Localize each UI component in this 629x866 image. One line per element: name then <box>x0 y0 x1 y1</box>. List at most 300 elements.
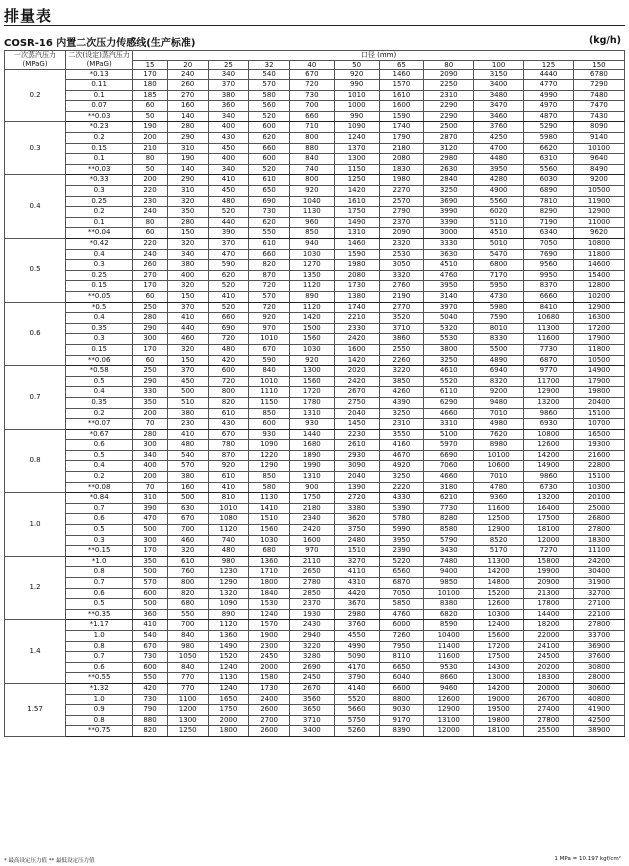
capacity-value-cell: 350 <box>133 556 168 567</box>
capacity-value-cell: 4610 <box>424 366 474 377</box>
capacity-value-cell: 2700 <box>249 715 290 726</box>
secondary-pressure-cell: 0.3 <box>66 260 133 271</box>
capacity-value-cell: 2760 <box>379 281 424 292</box>
capacity-value-cell: 410 <box>167 313 208 324</box>
capacity-value-cell: 4420 <box>334 588 379 599</box>
capacity-value-cell: 1100 <box>167 694 208 705</box>
table-row <box>5 525 625 536</box>
capacity-value-cell: 27800 <box>573 525 624 536</box>
capacity-value-cell: 10600 <box>474 461 524 472</box>
table-row <box>5 652 625 663</box>
capacity-value-cell: 12900 <box>573 207 624 218</box>
capacity-value-cell: 2180 <box>289 503 334 514</box>
capacity-value-cell: 8290 <box>524 207 574 218</box>
capacity-value-cell: 4310 <box>334 578 379 589</box>
capacity-value-cell: 7190 <box>524 217 574 228</box>
capacity-value-cell: 340 <box>208 69 249 80</box>
capacity-value-cell: 10500 <box>573 186 624 197</box>
capacity-value-cell: 310 <box>167 186 208 197</box>
secondary-pressure-cell: **0.35 <box>66 609 133 620</box>
secondary-pressure-cell: **0.05 <box>66 291 133 302</box>
capacity-value-cell: 630 <box>167 503 208 514</box>
capacity-value-cell: 32700 <box>573 588 624 599</box>
capacity-value-cell: 1240 <box>334 133 379 144</box>
capacity-value-cell: 3950 <box>424 281 474 292</box>
capacity-value-cell: 5530 <box>424 334 474 345</box>
capacity-value-cell: 8590 <box>424 620 474 631</box>
capacity-value-cell: 7810 <box>524 196 574 207</box>
capacity-value-cell: 19000 <box>474 694 524 705</box>
capacity-value-cell: 3180 <box>424 482 474 493</box>
capacity-value-cell: 7690 <box>524 249 574 260</box>
capacity-value-cell: 380 <box>208 90 249 101</box>
capacity-value-cell: 3140 <box>424 291 474 302</box>
capacity-value-cell: 1420 <box>289 313 334 324</box>
capacity-value-cell: 4760 <box>424 270 474 281</box>
capacity-value-cell: 1120 <box>289 302 334 313</box>
secondary-pressure-cell: 0.8 <box>66 715 133 726</box>
capacity-value-cell: 5520 <box>334 694 379 705</box>
capacity-value-cell: 2530 <box>379 249 424 260</box>
capacity-value-cell: 380 <box>167 408 208 419</box>
capacity-value-cell: 6730 <box>524 482 574 493</box>
capacity-value-cell: 920 <box>208 461 249 472</box>
capacity-value-cell: 3400 <box>474 80 524 91</box>
capacity-value-cell: 8410 <box>524 302 574 313</box>
capacity-value-cell: 30600 <box>573 683 624 694</box>
capacity-value-cell: 6820 <box>424 609 474 620</box>
capacity-value-cell: 6000 <box>379 620 424 631</box>
capacity-value-cell: 1380 <box>334 291 379 302</box>
capacity-value-cell: 570 <box>133 578 168 589</box>
capacity-value-cell: 480 <box>208 344 249 355</box>
capacity-value-cell: 620 <box>249 217 290 228</box>
capacity-value-cell: 5470 <box>474 249 524 260</box>
capacity-value-cell: 1980 <box>379 175 424 186</box>
capacity-value-cell: 740 <box>208 535 249 546</box>
secondary-pressure-cell: 0.2 <box>66 472 133 483</box>
capacity-value-cell: 350 <box>133 397 168 408</box>
capacity-value-cell: 3850 <box>379 376 424 387</box>
capacity-value-cell: 15200 <box>474 588 524 599</box>
capacity-value-cell: 930 <box>249 429 290 440</box>
capacity-value-cell: 3760 <box>334 620 379 631</box>
capacity-value-cell: 2290 <box>424 111 474 122</box>
capacity-value-cell: 610 <box>167 556 208 567</box>
capacity-value-cell: 11000 <box>573 217 624 228</box>
capacity-value-cell: 1460 <box>334 239 379 250</box>
capacity-value-cell: 3330 <box>424 239 474 250</box>
table-row <box>5 376 625 387</box>
capacity-value-cell: 4440 <box>524 69 574 80</box>
capacity-value-cell: 9860 <box>524 408 574 419</box>
capacity-value-cell: 5660 <box>334 705 379 716</box>
capacity-value-cell: 600 <box>133 662 168 673</box>
capacity-value-cell: 8390 <box>379 726 424 737</box>
capacity-value-cell: 22000 <box>524 630 574 641</box>
capacity-value-cell: 4660 <box>424 472 474 483</box>
capacity-value-cell: 1510 <box>249 514 290 525</box>
capacity-value-cell: 7060 <box>424 461 474 472</box>
capacity-value-cell: 4140 <box>334 683 379 694</box>
capacity-value-cell: 4770 <box>524 80 574 91</box>
capacity-value-cell: 30400 <box>573 567 624 578</box>
capacity-value-cell: 14300 <box>474 662 524 673</box>
capacity-value-cell: 730 <box>249 207 290 218</box>
table-row <box>5 175 625 186</box>
capacity-value-cell: 3480 <box>474 90 524 101</box>
secondary-pressure-cell: **0.07 <box>66 419 133 430</box>
capacity-value-cell: 400 <box>208 122 249 133</box>
capacity-value-cell: 2420 <box>334 334 379 345</box>
capacity-value-cell: 720 <box>249 281 290 292</box>
capacity-value-cell: 760 <box>167 567 208 578</box>
capacity-value-cell: 6030 <box>524 175 574 186</box>
capacity-value-cell: 12400 <box>474 620 524 631</box>
primary-pressure-cell: 0.6 <box>5 302 66 366</box>
capacity-value-cell: 460 <box>167 334 208 345</box>
capacity-value-cell: 1150 <box>249 397 290 408</box>
capacity-value-cell: 10400 <box>424 630 474 641</box>
capacity-value-cell: 3710 <box>289 715 334 726</box>
capacity-value-cell: 3150 <box>474 69 524 80</box>
secondary-pressure-cell: **0.04 <box>66 228 133 239</box>
capacity-value-cell: 770 <box>167 673 208 684</box>
capacity-value-cell: 6890 <box>524 186 574 197</box>
capacity-value-cell: 170 <box>133 344 168 355</box>
capacity-value-cell: 7730 <box>424 503 474 514</box>
capacity-value-cell: 8580 <box>424 525 474 536</box>
capacity-value-cell: 25000 <box>573 503 624 514</box>
capacity-value-cell: 620 <box>208 270 249 281</box>
capacity-value-cell: 200 <box>133 472 168 483</box>
capacity-value-cell: 280 <box>133 313 168 324</box>
capacity-value-cell: 670 <box>133 641 168 652</box>
table-row <box>5 313 625 324</box>
table-row <box>5 694 625 705</box>
capacity-value-cell: 360 <box>133 609 168 620</box>
capacity-value-cell: 1250 <box>334 175 379 186</box>
capacity-value-cell: 2750 <box>334 397 379 408</box>
capacity-value-cell: 70 <box>133 482 168 493</box>
capacity-value-cell: 190 <box>167 154 208 165</box>
capacity-value-cell: 9360 <box>474 493 524 504</box>
capacity-value-cell: 1590 <box>334 249 379 260</box>
capacity-value-cell: 2040 <box>334 408 379 419</box>
capacity-value-cell: 3460 <box>474 111 524 122</box>
capacity-value-cell: 3520 <box>379 313 424 324</box>
capacity-value-cell: 4670 <box>379 450 424 461</box>
table-row <box>5 260 625 271</box>
capacity-value-cell: 740 <box>289 164 334 175</box>
capacity-value-cell: 8800 <box>379 694 424 705</box>
capacity-value-cell: 19500 <box>474 705 524 716</box>
primary-pressure-cell: 0.3 <box>5 122 66 175</box>
capacity-value-cell: 730 <box>133 694 168 705</box>
capacity-value-cell: 2300 <box>249 641 290 652</box>
capacity-value-cell: 1030 <box>289 249 334 260</box>
capacity-value-cell: 2080 <box>334 270 379 281</box>
capacity-value-cell: 5390 <box>379 503 424 514</box>
capacity-value-cell: 2190 <box>379 291 424 302</box>
capacity-value-cell: 320 <box>167 281 208 292</box>
capacity-value-cell: 5560 <box>474 196 524 207</box>
capacity-value-cell: 1730 <box>249 683 290 694</box>
capacity-value-cell: 1410 <box>249 503 290 514</box>
capacity-value-cell: 1240 <box>208 683 249 694</box>
capacity-value-cell: 27100 <box>573 599 624 610</box>
capacity-value-cell: 820 <box>167 588 208 599</box>
capacity-value-cell: 9860 <box>524 472 574 483</box>
secondary-pressure-cell: **0.03 <box>66 111 133 122</box>
capacity-value-cell: 70 <box>133 419 168 430</box>
capacity-value-cell: 5950 <box>474 281 524 292</box>
capacity-value-cell: 4990 <box>334 641 379 652</box>
capacity-value-cell: 8010 <box>474 323 524 334</box>
secondary-pressure-cell: 0.1 <box>66 90 133 101</box>
capacity-value-cell: 580 <box>249 90 290 101</box>
capacity-value-cell: 3250 <box>379 408 424 419</box>
capacity-value-cell: 370 <box>167 302 208 313</box>
capacity-value-cell: 840 <box>167 630 208 641</box>
capacity-value-cell: 370 <box>208 239 249 250</box>
capacity-value-cell: 570 <box>249 291 290 302</box>
capacity-value-cell: 7480 <box>424 556 474 567</box>
capacity-value-cell: 2500 <box>424 122 474 133</box>
capacity-value-cell: 1600 <box>289 535 334 546</box>
capacity-value-cell: 2690 <box>289 662 334 673</box>
capacity-value-cell: 1090 <box>334 122 379 133</box>
capacity-value-cell: 720 <box>289 80 334 91</box>
capacity-value-cell: 1450 <box>334 419 379 430</box>
capacity-value-cell: 540 <box>249 69 290 80</box>
table-row <box>5 599 625 610</box>
capacity-value-cell: 1010 <box>334 90 379 101</box>
capacity-value-cell: 4280 <box>474 175 524 186</box>
capacity-value-cell: 4510 <box>424 260 474 271</box>
capacity-value-cell: 1610 <box>334 196 379 207</box>
capacity-value-cell: 610 <box>208 408 249 419</box>
capacity-value-cell: 2310 <box>379 419 424 430</box>
primary-pressure-cell: 1.4 <box>5 620 66 684</box>
capacity-value-cell: 9530 <box>424 662 474 673</box>
title-divider <box>4 25 625 26</box>
capacity-value-cell: 410 <box>167 429 208 440</box>
table-row <box>5 683 625 694</box>
capacity-value-cell: 10100 <box>424 588 474 599</box>
table-row <box>5 556 625 567</box>
capacity-value-cell: 790 <box>133 705 168 716</box>
capacity-value-cell: 2250 <box>424 80 474 91</box>
capacity-value-cell: 1740 <box>379 122 424 133</box>
table-row <box>5 567 625 578</box>
capacity-value-cell: 290 <box>133 323 168 334</box>
table-row <box>5 101 625 112</box>
secondary-pressure-cell: 0.15 <box>66 344 133 355</box>
capacity-value-cell: 730 <box>133 652 168 663</box>
secondary-pressure-cell: 0.4 <box>66 249 133 260</box>
primary-pressure-cell: 1.57 <box>5 683 66 736</box>
capacity-value-cell: 400 <box>208 154 249 165</box>
capacity-value-cell: 7590 <box>474 313 524 324</box>
secondary-pressure-cell: 0.3 <box>66 186 133 197</box>
secondary-pressure-cell: 0.5 <box>66 376 133 387</box>
capacity-value-cell: 620 <box>249 133 290 144</box>
capacity-value-cell: 24100 <box>524 641 574 652</box>
capacity-value-cell: 19800 <box>474 715 524 726</box>
capacity-value-cell: 310 <box>167 143 208 154</box>
capacity-value-cell: 6780 <box>573 69 624 80</box>
capacity-value-cell: 1270 <box>289 260 334 271</box>
capacity-value-cell: 5260 <box>334 726 379 737</box>
capacity-value-cell: 2310 <box>424 90 474 101</box>
capacity-value-cell: 12000 <box>424 726 474 737</box>
capacity-value-cell: 2290 <box>424 101 474 112</box>
capacity-value-cell: 300 <box>133 334 168 345</box>
capacity-value-cell: 900 <box>289 482 334 493</box>
capacity-value-cell: 26700 <box>524 694 574 705</box>
capacity-value-cell: 25500 <box>524 726 574 737</box>
capacity-value-cell: 24500 <box>524 652 574 663</box>
capacity-value-cell: 2930 <box>334 450 379 461</box>
capacity-value-cell: 380 <box>167 260 208 271</box>
capacity-value-cell: 1370 <box>334 143 379 154</box>
capacity-value-cell: 7010 <box>474 408 524 419</box>
capacity-value-cell: 5090 <box>334 652 379 663</box>
capacity-value-cell: 1290 <box>249 461 290 472</box>
capacity-value-cell: 160 <box>167 482 208 493</box>
capacity-value-cell: 27400 <box>524 705 574 716</box>
capacity-value-cell: 3630 <box>424 249 474 260</box>
capacity-value-cell: 1390 <box>334 482 379 493</box>
capacity-value-cell: 690 <box>208 323 249 334</box>
capacity-value-cell: 800 <box>289 175 334 186</box>
capacity-value-cell: 12000 <box>524 535 574 546</box>
capacity-value-cell: 2370 <box>379 217 424 228</box>
capacity-value-cell: 28000 <box>573 673 624 684</box>
primary-pressure-label: 一次蒸汽压力 <box>14 51 57 60</box>
capacity-value-cell: 230 <box>133 196 168 207</box>
capacity-value-cell: 480 <box>167 440 208 451</box>
capacity-value-cell: 2850 <box>289 588 334 599</box>
secondary-pressure-cell: *1.32 <box>66 683 133 694</box>
secondary-pressure-cell: 0.8 <box>66 567 133 578</box>
capacity-value-cell: 9400 <box>424 567 474 578</box>
capacity-value-cell: 670 <box>208 429 249 440</box>
capacity-value-cell: 570 <box>167 461 208 472</box>
capacity-value-cell: 9200 <box>474 387 524 398</box>
capacity-value-cell: 1120 <box>208 525 249 536</box>
capacity-value-cell: 4760 <box>379 609 424 620</box>
capacity-value-cell: 3270 <box>334 556 379 567</box>
capacity-value-cell: 9460 <box>424 683 474 694</box>
capacity-value-cell: 50 <box>133 164 168 175</box>
table-row <box>5 546 625 557</box>
capacity-value-cell: 10800 <box>524 429 574 440</box>
capacity-value-cell: 1010 <box>208 503 249 514</box>
capacity-value-cell: 400 <box>167 270 208 281</box>
secondary-pressure-cell: 0.4 <box>66 313 133 324</box>
capacity-value-cell: 7270 <box>524 546 574 557</box>
table-row <box>5 482 625 493</box>
table-row <box>5 334 625 345</box>
capacity-value-cell: 18300 <box>524 673 574 684</box>
table-row <box>5 122 625 133</box>
capacity-value-cell: 4920 <box>379 461 424 472</box>
capacity-value-cell: 1710 <box>249 567 290 578</box>
capacity-value-cell: 6600 <box>379 683 424 694</box>
capacity-value-cell: 30800 <box>573 662 624 673</box>
capacity-value-cell: 5290 <box>524 122 574 133</box>
capacity-value-cell: 1750 <box>208 705 249 716</box>
capacity-value-cell: 980 <box>208 556 249 567</box>
table-row <box>5 620 625 631</box>
capacity-value-cell: 3380 <box>334 503 379 514</box>
secondary-pressure-cell: 0.7 <box>66 652 133 663</box>
capacity-value-cell: 850 <box>249 472 290 483</box>
capacity-value-cell: 8370 <box>524 281 574 292</box>
capacity-value-cell: 1560 <box>249 525 290 536</box>
table-row <box>5 111 625 122</box>
capacity-value-cell: 4780 <box>474 482 524 493</box>
capacity-value-cell: 1930 <box>289 609 334 620</box>
capacity-value-cell: 31900 <box>573 578 624 589</box>
capacity-value-cell: 8660 <box>424 673 474 684</box>
capacity-value-cell: 3750 <box>334 525 379 536</box>
capacity-value-cell: 7730 <box>524 344 574 355</box>
capacity-value-cell: 990 <box>334 80 379 91</box>
capacity-value-cell: 290 <box>167 175 208 186</box>
capacity-value-cell: 3860 <box>379 334 424 345</box>
capacity-value-cell: 650 <box>249 186 290 197</box>
capacity-value-cell: 880 <box>289 143 334 154</box>
capacity-value-cell: 2000 <box>208 715 249 726</box>
capacity-value-cell: 9030 <box>379 705 424 716</box>
capacity-value-cell: 920 <box>289 186 334 197</box>
capacity-value-cell: 6210 <box>424 493 474 504</box>
capacity-value-cell: 5990 <box>379 525 424 536</box>
capacity-value-cell: 240 <box>133 207 168 218</box>
capacity-value-cell: 9770 <box>524 366 574 377</box>
table-header <box>5 51 625 70</box>
capacity-value-cell: 2600 <box>249 705 290 716</box>
secondary-pressure-unit: (MPaG) <box>86 59 112 68</box>
capacity-value-cell: 2570 <box>379 196 424 207</box>
capacity-value-cell: 8110 <box>379 652 424 663</box>
capacity-value-cell: 17200 <box>573 323 624 334</box>
capacity-value-cell: 280 <box>167 217 208 228</box>
capacity-value-cell: 2090 <box>379 228 424 239</box>
capacity-value-cell: 7950 <box>379 641 424 652</box>
capacity-value-cell: 2330 <box>334 323 379 334</box>
capacity-value-cell: 9950 <box>524 270 574 281</box>
capacity-value-cell: 1120 <box>208 620 249 631</box>
capacity-value-cell: 370 <box>167 366 208 377</box>
capacity-value-cell: 6870 <box>524 355 574 366</box>
capacity-value-cell: 2080 <box>379 154 424 165</box>
capacity-value-cell: 1030 <box>289 344 334 355</box>
capacity-value-cell: 690 <box>249 196 290 207</box>
capacity-value-cell: 4700 <box>474 143 524 154</box>
capacity-value-cell: 590 <box>249 355 290 366</box>
capacity-value-cell: 410 <box>208 482 249 493</box>
secondary-pressure-cell: *1.0 <box>66 556 133 567</box>
capacity-value-cell: 610 <box>249 175 290 186</box>
capacity-value-cell: 610 <box>249 239 290 250</box>
capacity-value-cell: 5790 <box>424 535 474 546</box>
table-row <box>5 715 625 726</box>
capacity-value-cell: 15800 <box>524 556 574 567</box>
